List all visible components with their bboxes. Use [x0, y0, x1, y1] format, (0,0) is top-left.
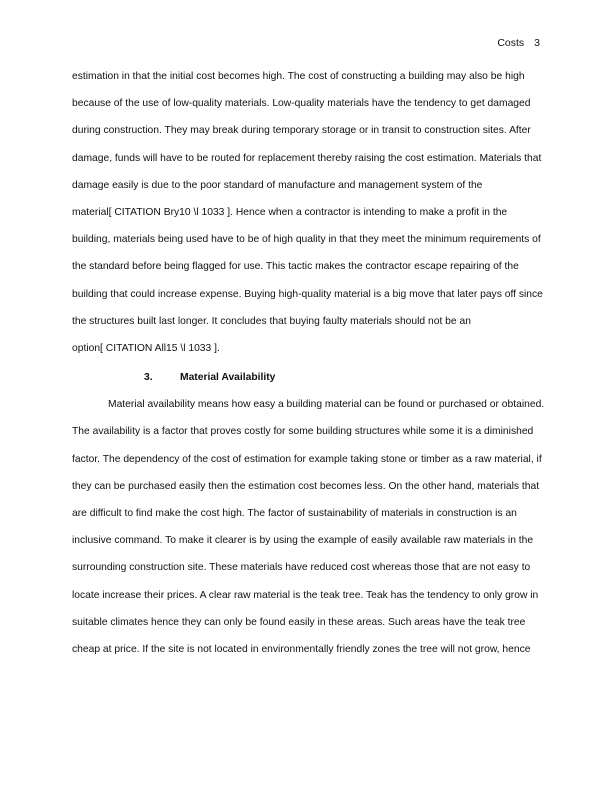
- text-line: inclusive command. To make it clearer is by using the example of easily available raw materials in the: [72, 535, 534, 547]
- text-line: factor. The dependency of the cost of estimation for example taking stone or timber as a raw material, if: [72, 453, 542, 465]
- running-head-title: Costs: [497, 37, 525, 49]
- text-line-first: Material availability means how easy a building material can be found or purchased or obtained.: [108, 399, 545, 411]
- section-number: 3.: [144, 372, 153, 384]
- section-heading: [72, 371, 542, 398]
- text-line: cheap at price. If the site is not located in environmentally friendly zones the tree will not grow, hence: [72, 643, 531, 655]
- text-line: the structures built last longer. It concludes that buying faulty materials should not be an: [72, 315, 471, 327]
- text-line: damage easily is due to the poor standard of manufacture and management system of the: [72, 179, 483, 191]
- text-line: they can be purchased easily then the estimation cost becomes less. On the other hand, materials that: [72, 480, 540, 492]
- page-number: 3: [534, 37, 540, 49]
- paragraph-material-quality: [72, 70, 542, 369]
- text-line: damage, funds will have to be routed for replacement thereby raising the cost estimation. Materials that: [72, 152, 542, 164]
- text-line: surrounding construction site. These materials have reduced cost whereas those that are not easy to: [72, 562, 531, 574]
- text-line: estimation in that the initial cost becomes high. The cost of constructing a building may also be high: [72, 71, 525, 82]
- paragraph-material-availability: [72, 398, 545, 670]
- text-line: because of the use of low-quality materials. Low-quality materials have the tendency to get damaged: [72, 98, 531, 110]
- text-line: The availability is a factor that proves costly for some building structures while some it is a diminished: [72, 426, 534, 438]
- text-line-citation: material[ CITATION Bry10 \l 1033 ]. Hence when a contractor is intending to make a profit in the: [72, 206, 508, 218]
- text-line: during construction. They may break during temporary storage or in transit to construction sites. After: [72, 125, 531, 137]
- text-line: suitable climates hence they can only be found easily in these areas. Such areas have the teak tree: [72, 616, 526, 628]
- text-line: the standard before being flagged for use. This tactic makes the contractor escape repairing of the: [72, 261, 519, 273]
- text-line: are difficult to find make the cost high. The factor of sustainability of materials in construction is an: [72, 508, 517, 519]
- section-title: Material Availability: [180, 372, 276, 384]
- text-line: locate increase their prices. A clear raw material is the teak tree. Teak has the tendency to only grow in: [72, 589, 539, 601]
- running-head: [497, 37, 540, 50]
- text-line-citation: option[ CITATION All15 \l 1033 ].: [72, 342, 220, 354]
- text-line: building that could increase expense. Buying high-quality material is a big move that later pays off since: [72, 288, 543, 300]
- text-line: building, materials being used have to be of high quality in that they meet the minimum requirements of: [72, 234, 541, 246]
- body-text[interactable]: [72, 70, 545, 670]
